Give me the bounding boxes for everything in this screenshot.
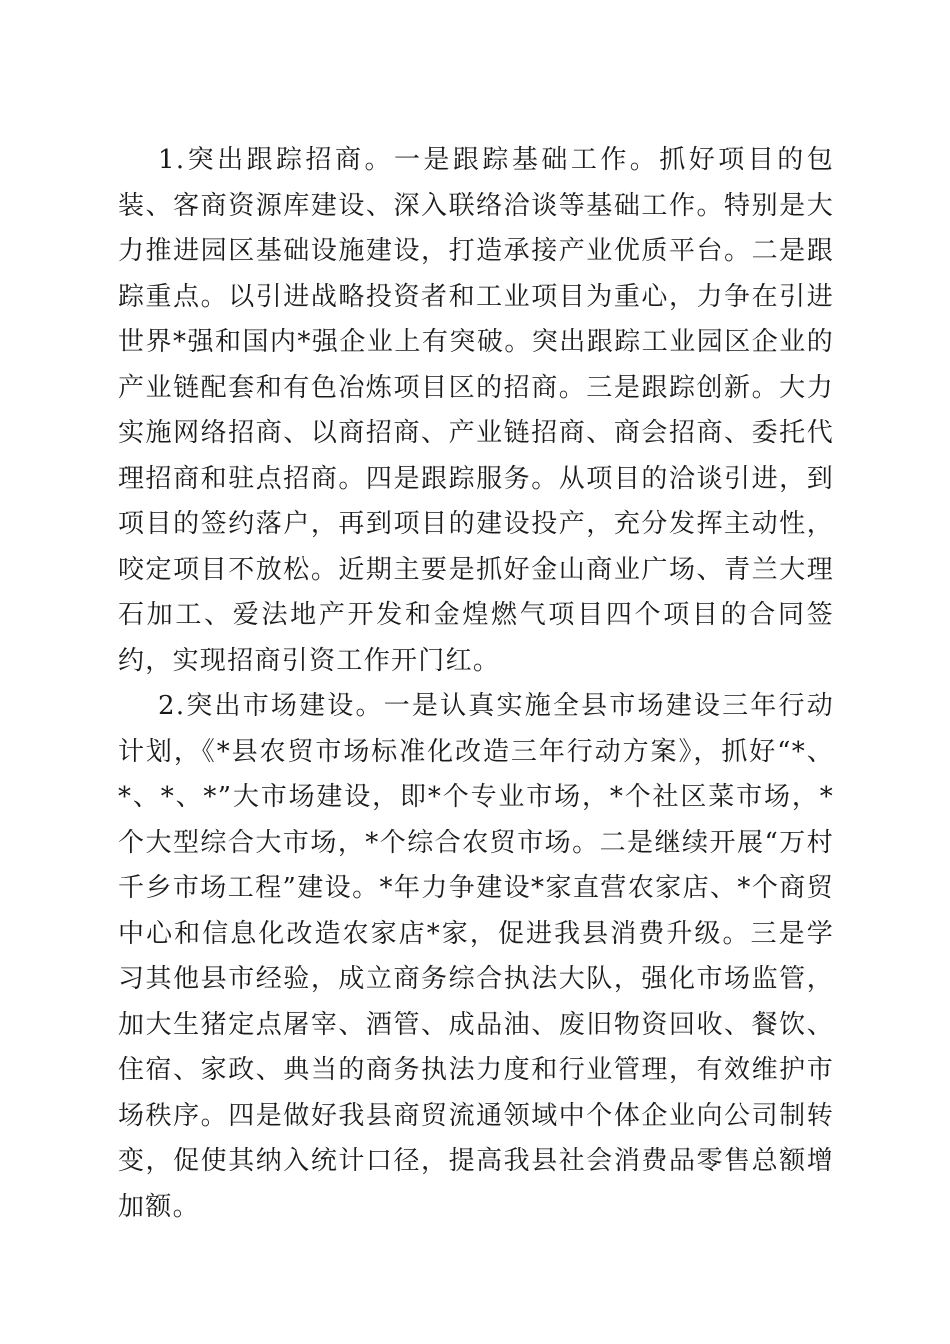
paragraph-market-construction: 2.突出市场建设。一是认真实施全县市场建设三年行动计划，《*县农贸市场标准化改造三年行动方案》，抓好“*、*、*、*”大市场建设，即*个专业市场，*个社区菜市场，*个大型综合大市场，*个综合农贸市场。二是继续开展“万村千乡市场工程”建设。*年力争建设*家直营农家店、*个商贸中心和信息化改造农家店*家，促进我县消费升级。三是学习其他县市经验，成立商务综合执法大队，强化市场监管，加大生猪定点屠宰、酒管、成品油、废旧物资回收、餐饮、住宿、家政、典当的商务执法力度和行业管理，有效维护市场秩序。四是做好我县商贸流通领域中个体企业向公司制转变，促使其纳入统计口径，提高我县社会消费品零售总额增加额。 — [118, 691, 834, 1222]
paragraph-tracking-investment: 1.突出跟踪招商。一是跟踪基础工作。抓好项目的包装、客商资源库建设、深入联络洽谈等基础工作。特别是大力推进园区基础设施建设，打造承接产业优质平台。二是跟踪重点。以引进战略投资者和工业项目为重心，力争在引进世界*强和国内*强企业上有突破。突出跟踪工业园区企业的产业链配套和有色冶炼项目区的招商。三是跟踪创新。大力实施网络招商、以商招商、产业链招商、商会招商、委托代理招商和驻点招商。四是跟踪服务。从项目的洽谈引进，到项目的签约落户，再到项目的建设投产，充分发挥主动性，咬定项目不放松。近期主要是抓好金山商业广场、青兰大理石加工、爱法地产开发和金煌燃气项目四个项目的合同签约，实现招商引资工作开门红。 — [118, 145, 834, 676]
document-body — [118, 138, 834, 1230]
